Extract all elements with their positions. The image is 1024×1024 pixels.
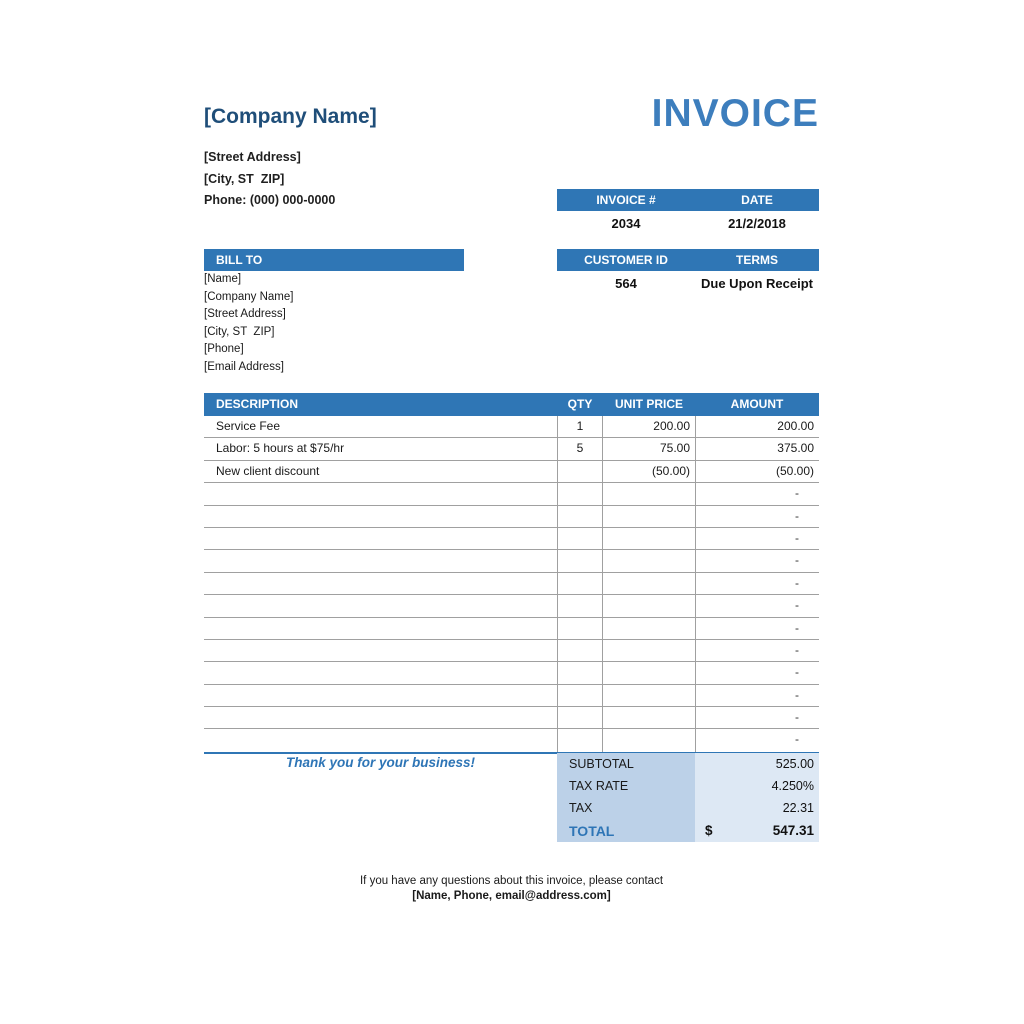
bill-to-lines [204, 271, 293, 377]
summary-row [557, 797, 819, 819]
item-amount-cell: - [695, 618, 819, 639]
item-qty-cell [557, 483, 603, 504]
summary-amount: 22.31 [782, 801, 814, 816]
invoice-title: INVOICE [651, 92, 819, 135]
invoice-meta-header-cell: INVOICE # [596, 193, 656, 207]
summary-block [557, 753, 819, 842]
item-amount-cell: - [695, 685, 819, 706]
summary-label: TAX [557, 797, 695, 819]
bill-to-line: [City, ST ZIP] [204, 325, 275, 338]
item-description-cell [204, 729, 557, 751]
footer-contact-details: [Name, Phone, email@address.com] [412, 890, 611, 902]
item-unit-price-cell [603, 483, 695, 504]
item-amount-cell: - [695, 483, 819, 504]
bill-to-line: [Name] [204, 273, 242, 285]
invoice-meta-value-cell: 21/2/2018 [728, 216, 786, 231]
summary-value-cell [695, 797, 819, 819]
thank-you-message: Thank you for your business! [285, 755, 476, 770]
item-description-cell [204, 528, 557, 549]
item-unit-price-cell: 200.00 [653, 419, 690, 433]
item-description-cell: New client discount [216, 463, 320, 478]
item-description-cell [204, 685, 557, 706]
line-items-table [204, 393, 819, 754]
item-qty-cell [557, 550, 603, 571]
item-unit-price-cell [603, 640, 695, 661]
summary-label: TAX RATE [557, 775, 695, 797]
empty-table-row [204, 707, 819, 729]
item-unit-price-cell: (50.00) [651, 463, 690, 478]
item-unit-price-cell [603, 595, 695, 616]
bill-to-line: [Company Name] [204, 290, 294, 303]
item-description-cell [204, 707, 557, 728]
item-description-cell [204, 483, 557, 504]
table-row [204, 438, 819, 460]
customer-meta-block [557, 249, 819, 297]
customer-meta-value-cell: 564 [615, 276, 637, 291]
invoice-meta-value-cell: 2034 [611, 216, 641, 231]
empty-table-row [204, 618, 819, 640]
empty-table-row [204, 685, 819, 707]
item-unit-price-cell [603, 506, 695, 527]
item-amount-cell: - [695, 506, 819, 527]
summary-row [557, 820, 819, 842]
empty-table-row [204, 528, 819, 550]
item-description-cell [204, 662, 557, 683]
customer-meta-header-cell: CUSTOMER ID [584, 253, 668, 267]
table-row [204, 461, 819, 483]
item-unit-price-cell [603, 618, 695, 639]
line-items-column-header: DESCRIPTION [216, 397, 299, 411]
item-qty-cell [557, 618, 603, 639]
item-unit-price-cell [603, 707, 695, 728]
item-amount-cell: - [695, 707, 819, 728]
item-qty-cell: 1 [557, 416, 603, 437]
item-qty-cell [557, 729, 603, 751]
customer-meta-value-cell: Due Upon Receipt [701, 276, 813, 291]
summary-value-cell [695, 753, 819, 775]
line-items-header-row [204, 393, 819, 416]
line-items-column-header: AMOUNT [730, 397, 784, 411]
bill-to-header-bar: BILL TO [204, 249, 464, 271]
line-items-column-header: QTY [567, 397, 593, 411]
item-description-cell [204, 618, 557, 639]
item-amount-cell: 375.00 [695, 438, 819, 459]
footer-contact-line: If you have any questions about this invoice, please contact [359, 875, 664, 887]
item-amount-cell: - [695, 729, 819, 751]
item-amount-cell: - [695, 595, 819, 616]
bill-to-line: [Street Address] [204, 308, 286, 321]
item-unit-price-cell [603, 685, 695, 706]
summary-amount: 525.00 [775, 757, 814, 772]
summary-label: SUBTOTAL [557, 753, 695, 775]
customer-meta-header-row [557, 249, 819, 271]
item-unit-price-cell [603, 662, 695, 683]
item-description-cell: Labor: 5 hours at $75/hr [216, 441, 345, 456]
table-row [204, 416, 819, 438]
summary-value-cell [695, 775, 819, 797]
item-amount-cell: - [695, 528, 819, 549]
invoice-meta-value-row [557, 211, 819, 237]
item-amount-cell: - [695, 640, 819, 661]
item-qty-cell [557, 528, 603, 549]
footer [204, 874, 819, 904]
item-qty-cell [557, 707, 603, 728]
item-qty-cell [557, 595, 603, 616]
customer-meta-header-cell: TERMS [736, 253, 778, 267]
item-description-cell [204, 550, 557, 571]
empty-table-row [204, 550, 819, 572]
item-amount-cell: - [695, 550, 819, 571]
item-unit-price-cell [603, 573, 695, 594]
item-unit-price-cell [603, 528, 695, 549]
item-unit-price-cell [603, 729, 695, 751]
item-qty-cell [557, 506, 603, 527]
item-amount-cell: 200.00 [695, 416, 819, 437]
summary-row [557, 775, 819, 797]
item-amount-cell: - [695, 662, 819, 683]
summary-amount: 4.250% [771, 779, 814, 794]
invoice-meta-block [557, 189, 819, 237]
item-unit-price-cell: 75.00 [659, 441, 690, 456]
line-items-column-header: UNIT PRICE [614, 397, 683, 411]
item-qty-cell [557, 573, 603, 594]
item-qty-cell [557, 662, 603, 683]
item-amount-cell: (50.00) [695, 461, 819, 482]
line-items-body [204, 416, 819, 752]
empty-table-row [204, 662, 819, 684]
summary-label: TOTAL [557, 820, 695, 842]
item-unit-price-cell [603, 550, 695, 571]
item-description-cell [204, 640, 557, 661]
empty-table-row [204, 729, 819, 751]
item-description-cell [204, 506, 557, 527]
empty-table-row [204, 506, 819, 528]
company-address [204, 147, 335, 212]
empty-table-row [204, 483, 819, 505]
item-description-cell [204, 573, 557, 594]
summary-value-cell [695, 820, 819, 842]
empty-table-row [204, 595, 819, 617]
item-description-cell [204, 595, 557, 616]
item-qty-cell: 5 [557, 438, 603, 459]
bill-to-line: [Email Address] [204, 360, 284, 373]
item-qty-cell [557, 461, 603, 482]
bill-to-line: [Phone] [204, 343, 244, 356]
customer-meta-value-row [557, 271, 819, 297]
item-qty-cell [557, 640, 603, 661]
item-qty-cell [557, 685, 603, 706]
company-name: [Company Name] [204, 105, 377, 128]
empty-table-row [204, 573, 819, 595]
currency-symbol: $ [705, 823, 713, 839]
company-address-line: Phone: (000) 000-0000 [204, 193, 336, 207]
summary-amount: 547.31 [772, 823, 814, 839]
item-description-cell: Service Fee [216, 419, 281, 433]
item-amount-cell: - [695, 573, 819, 594]
invoice-meta-header-cell: DATE [741, 193, 773, 207]
summary-row [557, 753, 819, 775]
empty-table-row [204, 640, 819, 662]
company-address-line: [Street Address] [204, 150, 301, 164]
company-address-line: [City, ST ZIP] [204, 171, 285, 186]
invoice-meta-header-row [557, 189, 819, 211]
